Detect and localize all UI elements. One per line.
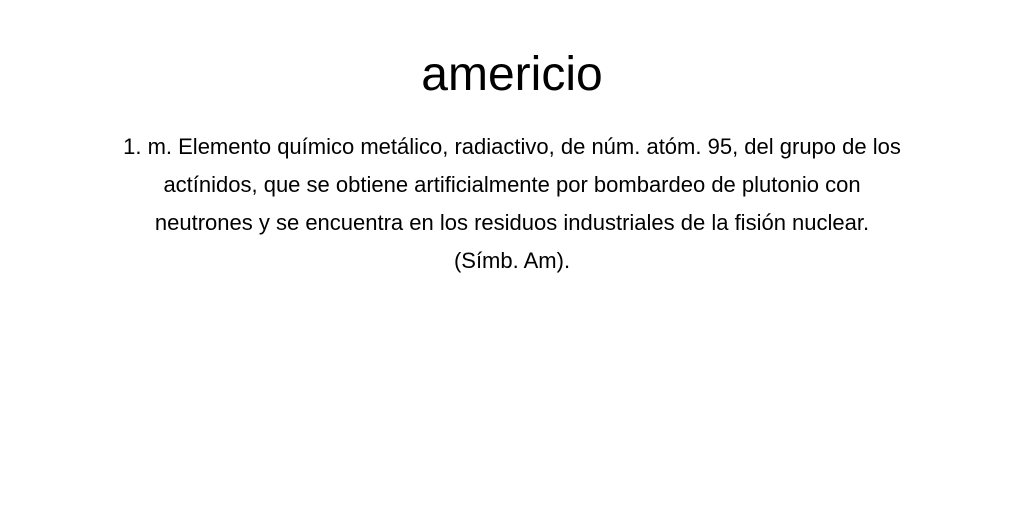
definition-line-2: actínidos, que se obtiene artificialmente por bombardeo de plutonio con (163, 172, 861, 197)
definition-line-3: neutrones y se encuentra en los residuos industriales de la fisión nuclear. (154, 210, 870, 235)
entry-definition (40, 128, 984, 280)
entry-word-title: americio (421, 48, 603, 101)
definition-line-4: (Símb. Am). (453, 248, 571, 273)
definition-line-1: 1. m. Elemento químico metálico, radiactivo, de núm. atóm. 95, del grupo de los (123, 134, 901, 159)
